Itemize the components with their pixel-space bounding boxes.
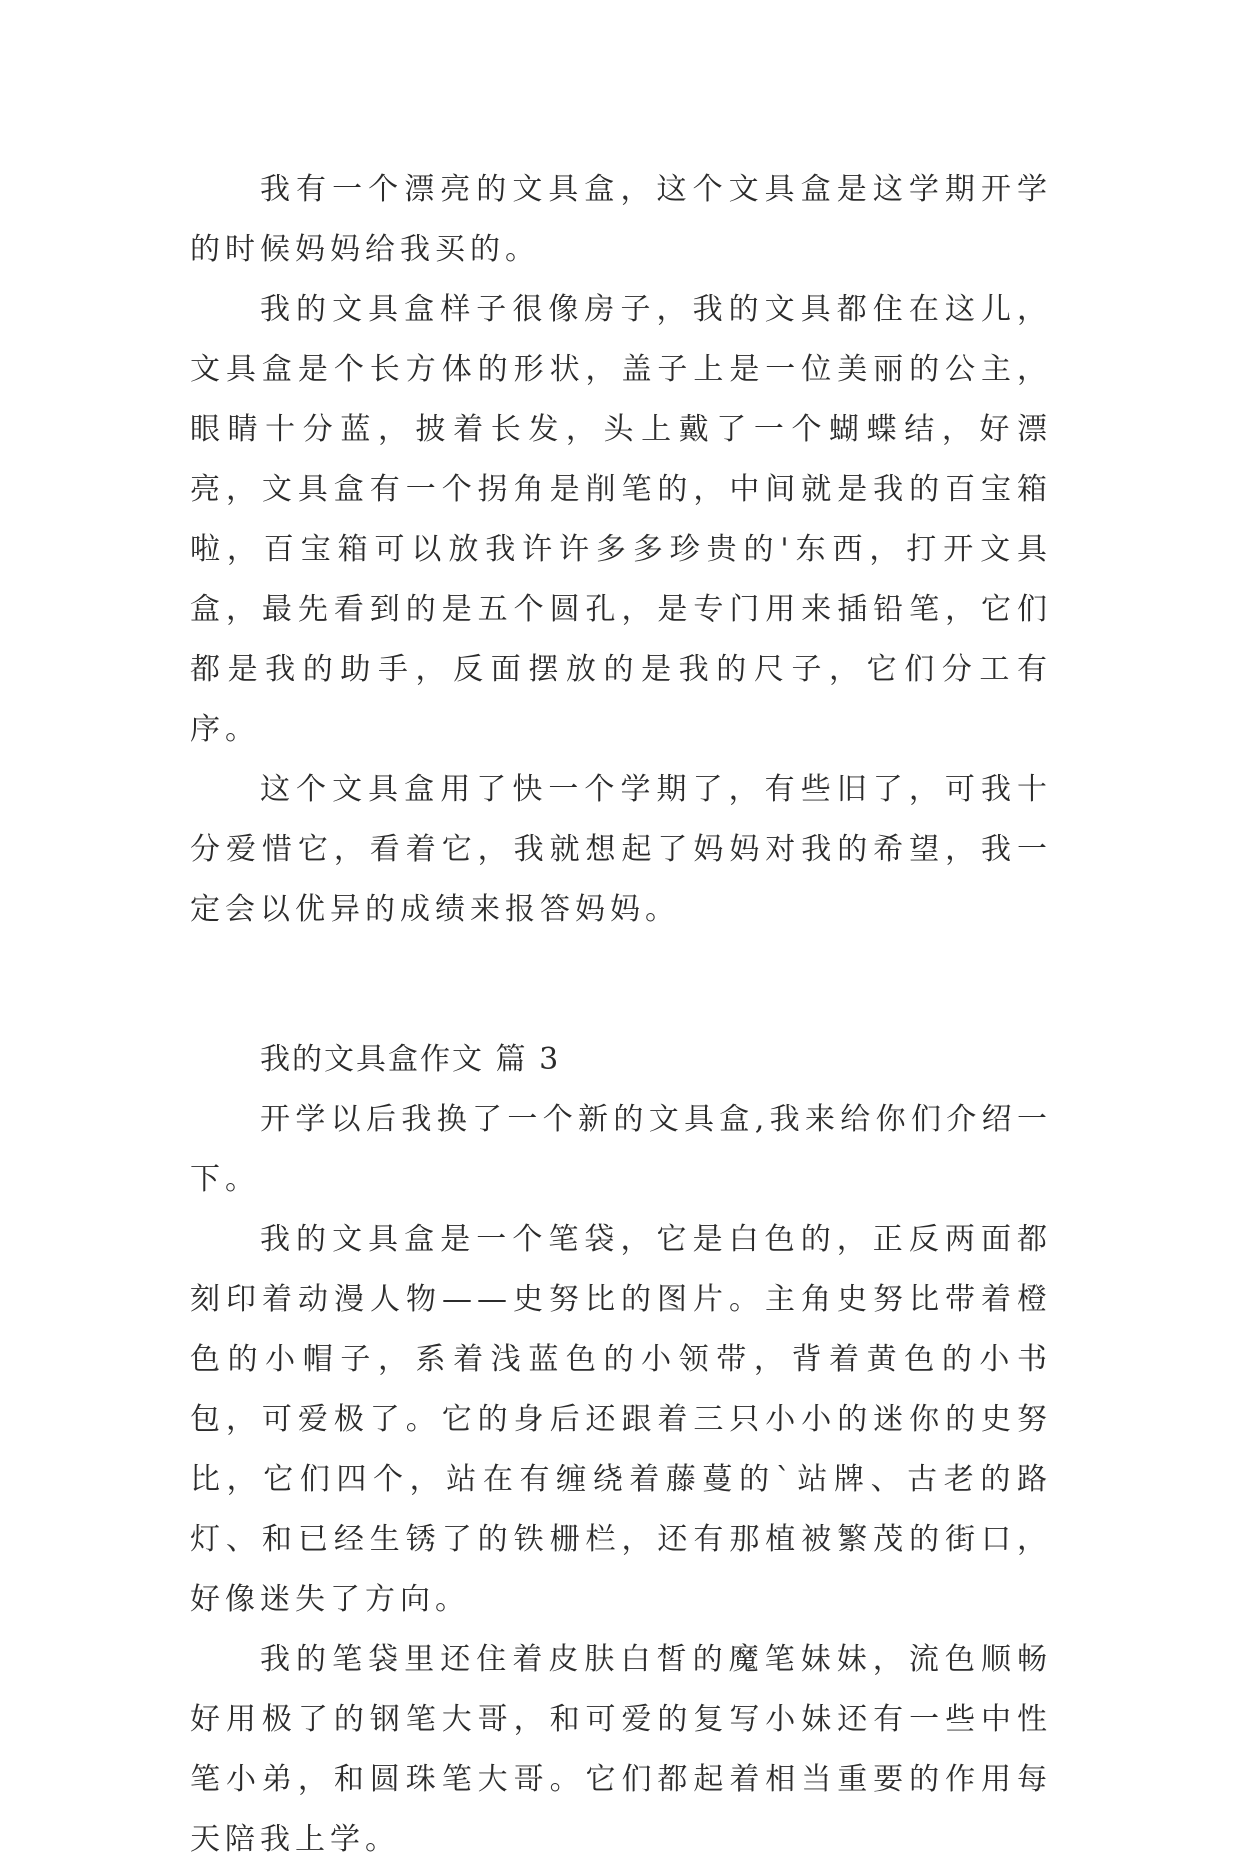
paragraph: 我的笔袋里还住着皮肤白皙的魔笔妹妹，流色顺畅好用极了的钢笔大哥，和可爱的复写小妹还有一些中性笔小弟，和圆珠笔大哥。它们都起着相当重要的作用每天陪我上学。: [190, 1642, 1052, 1857]
paragraph: 我的文具盒样子很像房子，我的文具都住在这儿，文具盒是个长方体的形状，盖子上是一位美丽的公主，眼睛十分蓝，披着长发，头上戴了一个蝴蝶结，好漂亮，文具盒有一个拐角是削笔的，中间就是我的百宝箱啦，百宝箱可以放我许许多多珍贵的'东西，打开文具盒，最先看到的是五个圆孔，是专门用来插铅笔，它们都是我的助手，反面摆放的是我的尺子，它们分工有序。: [190, 292, 1052, 747]
paragraph: 我有一个漂亮的文具盒，这个文具盒是这学期开学的时候妈妈给我买的。: [190, 172, 1052, 267]
section-heading: 我的文具盒作文 篇 3: [260, 1042, 561, 1077]
document-body: [190, 160, 1052, 1870]
paragraph: 开学以后我换了一个新的文具盒,我来给你们介绍一下。: [190, 1102, 1052, 1197]
paragraph: 我的文具盒是一个笔袋，它是白色的，正反两面都刻印着动漫人物——史努比的图片。主角史努比带着橙色的小帽子，系着浅蓝色的小领带，背着黄色的小书包，可爱极了。它的身后还跟着三只小小的迷你的史努比，它们四个，站在有缠绕着藤蔓的`站牌、古老的路灯、和已经生锈了的铁栅栏，还有那植被繁茂的街口，好像迷失了方向。: [190, 1222, 1052, 1617]
paragraph: 这个文具盒用了快一个学期了，有些旧了，可我十分爱惜它，看着它，我就想起了妈妈对我的希望，我一定会以优异的成绩来报答妈妈。: [190, 772, 1052, 927]
section-spacer: [190, 940, 1052, 1030]
